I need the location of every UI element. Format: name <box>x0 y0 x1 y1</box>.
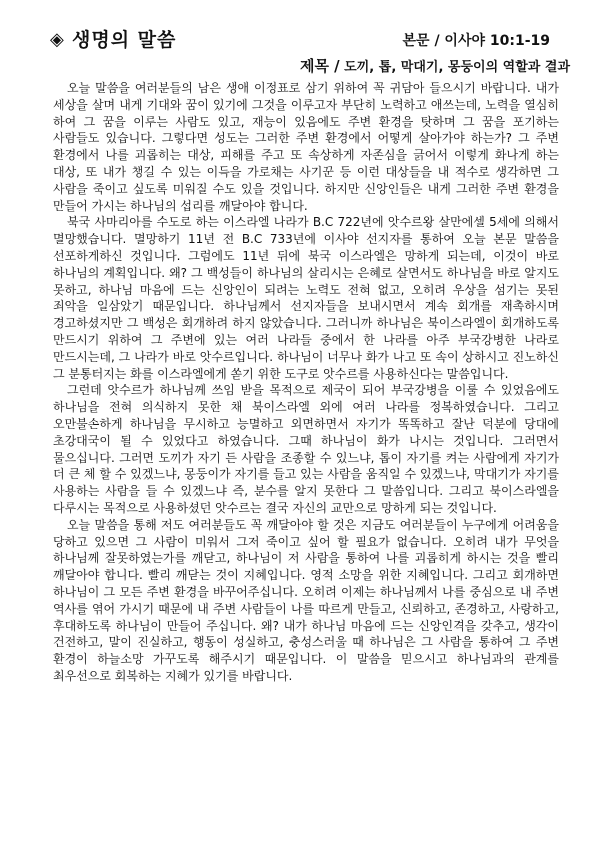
header-row <box>50 28 570 52</box>
diamond-bullet-icon: ◈ <box>50 29 64 50</box>
sermon-subject <box>300 57 570 77</box>
subject-label: 제목 / <box>299 57 340 75</box>
subject-text: 도끼, 톱, 막대기, 몽둥이의 역할과 결과 <box>339 60 570 75</box>
paragraph-3: 그런데 앗수르가 하나님께 쓰임 받을 목적으로 제국이 되어 부국강병을 이룰 수 있었음에도 하나님을 전혀 의식하지 못한 채 북이스라엘 외에 여러 나라를 정복하였습니다. 그리고 오만불손하게 하나님을 무시하고 능멸하고 외면하면서 자기가 똑똑하고 잘난 덕분에 당대에 초강대국이 될 수 있었다고 하였습니다. 그때 하나님이 화가 나시는 것입니다. 그러면서 물으십니다. 그러면 도끼가 자기 든 사람을 조종할 수 있느냐, 톱이 자기를 켜는 사람에게 자기가 더 큰 체 할 수 있겠느냐, 몽둥이가 자기를 들고 있는 사람을 움직일 수 있겠느냐, 막대기가 자기를 사용하는 사람을 들 수 있겠느냐 즉, 분수를 알지 못한다 그 말씀입니다. 그리고 북이스라엘을 다루시는 목적으로 사용하셨던 앗수르는 결국 자신의 교만으로 망하게 되는 것입니다. <box>53 383 559 515</box>
column-title: 생명의 말씀 <box>72 29 177 51</box>
scripture-reference: 본문 / 이사야 10:1-19 <box>402 33 550 49</box>
sermon-body <box>53 80 559 685</box>
paragraph-4: 오늘 말씀을 통해 저도 여러분들도 꼭 깨달아야 할 것은 지금도 여러분들이 누구에게 어려움을 당하고 있으면 그 사람이 미워서 그저 죽이고 싶어 할 필요가 없습니다. 오히려 내가 무엇을 하나님께 잘못하였는가를 깨닫고, 하나님이 저 사람을 통하여 나를 괴롭히게 하시는 것을 빨리 깨달아야 합니다. 빨리 깨닫는 것이 지혜입니다. 영적 소망을 위한 지혜입니다. 그리고 회개하면 하나님이 그 모든 주변 환경을 바꾸어주십니다. 오히려 이제는 하나님께서 나를 중심으로 내 주변 역사를 엮어 가시기 때문에 내 주변 사람들이 나를 따르게 만들고, 신뢰하고, 존경하고, 사랑하고, 후대하도록 하나님이 만들어 주십니다. 왜? 내가 하나님 마음에 드는 신앙인격을 갖추고, 생각이 건전하고, 말이 진실하고, 행동이 성실하고, 충성스러울 때 하나님은 그 사람을 통하여 그 주변 환경이 하늘소망 가꾸도록 해주시기 때문입니다. 이 말씀을 믿으시고 하나님과의 관계를 최우선으로 회복하는 지혜가 있기를 바랍니다. <box>53 517 559 683</box>
paragraph-1: 오늘 말씀을 여러분들의 남은 생애 이정표로 삼기 위하여 꼭 귀담아 들으시기 바랍니다. 내가 세상을 살며 내게 기대와 꿈이 있기에 그것을 이루고자 부단히 노력하고 애쓰는데, 노력을 열심히 하여 그 꿈을 이루는 사람도 있고, 재능이 있음에도 주변 환경을 탓하며 그 꿈을 포기하는 사람들도 있습니다. 그렇다면 성도는 그러한 주변 환경에서 어떻게 살아가야 하는가? 그 주변 환경에서 나를 괴롭히는 대상, 피해를 주고 또 속상하게 자존심을 긁어서 이렇게 화나게 하는 대상, 또 내가 챙길 수 있는 이득을 가로채는 사기꾼 등 이런 대상들을 내 적수로 생각하면 그 사람을 죽이고 싶도록 미워질 수도 있을 것입니다. 하지만 신앙인들은 내게 그러한 주변 환경을 만들어 가시는 하나님의 섭리를 깨달아야 합니다. <box>53 81 559 213</box>
paragraph-2: 북국 사마리아를 수도로 하는 이스라엘 나라가 B.C 722년에 앗수르왕 살만에셀 5세에 의해서 멸망했습니다. 멸망하기 11년 전 B.C 733년에 이사야 선지자를 통하여 오늘 본문 말씀을 선포하게하신 것입니다. 그럼에도 11년 뒤에 북국 이스라엘은 망하게 되는데, 이것이 바로 하나님의 계획입니다. 왜? 그 백성들이 하나님의 살리시는 은혜로 살면서도 하나님을 바로 알지도 못하고, 하나님 마음에 드는 신앙인이 되려는 노력도 전혀 없고, 오히려 우상을 섬기는 못된 죄악을 일삼았기 때문입니다. 하나님께서 선지자들을 보내시면서 계속 회개를 재촉하시며 경고하셨지만 그 백성은 회개하려 하지 않았습니다. 그러니까 하나님은 북이스라엘이 회개하도록 만드시기 위하여 그 주변에 있는 여러 나라들 중에서 한 나라를 아주 부국강병한 나라로 만드시는데, 그 나라가 바로 앗수르입니다. 하나님이 너무나 화가 나고 또 속이 상하시고 진노하신 그 분통터지는 화를 이스라엘에게 쏟기 위한 도구로 앗수르를 사용하신다는 말씀입니다. <box>53 215 559 381</box>
